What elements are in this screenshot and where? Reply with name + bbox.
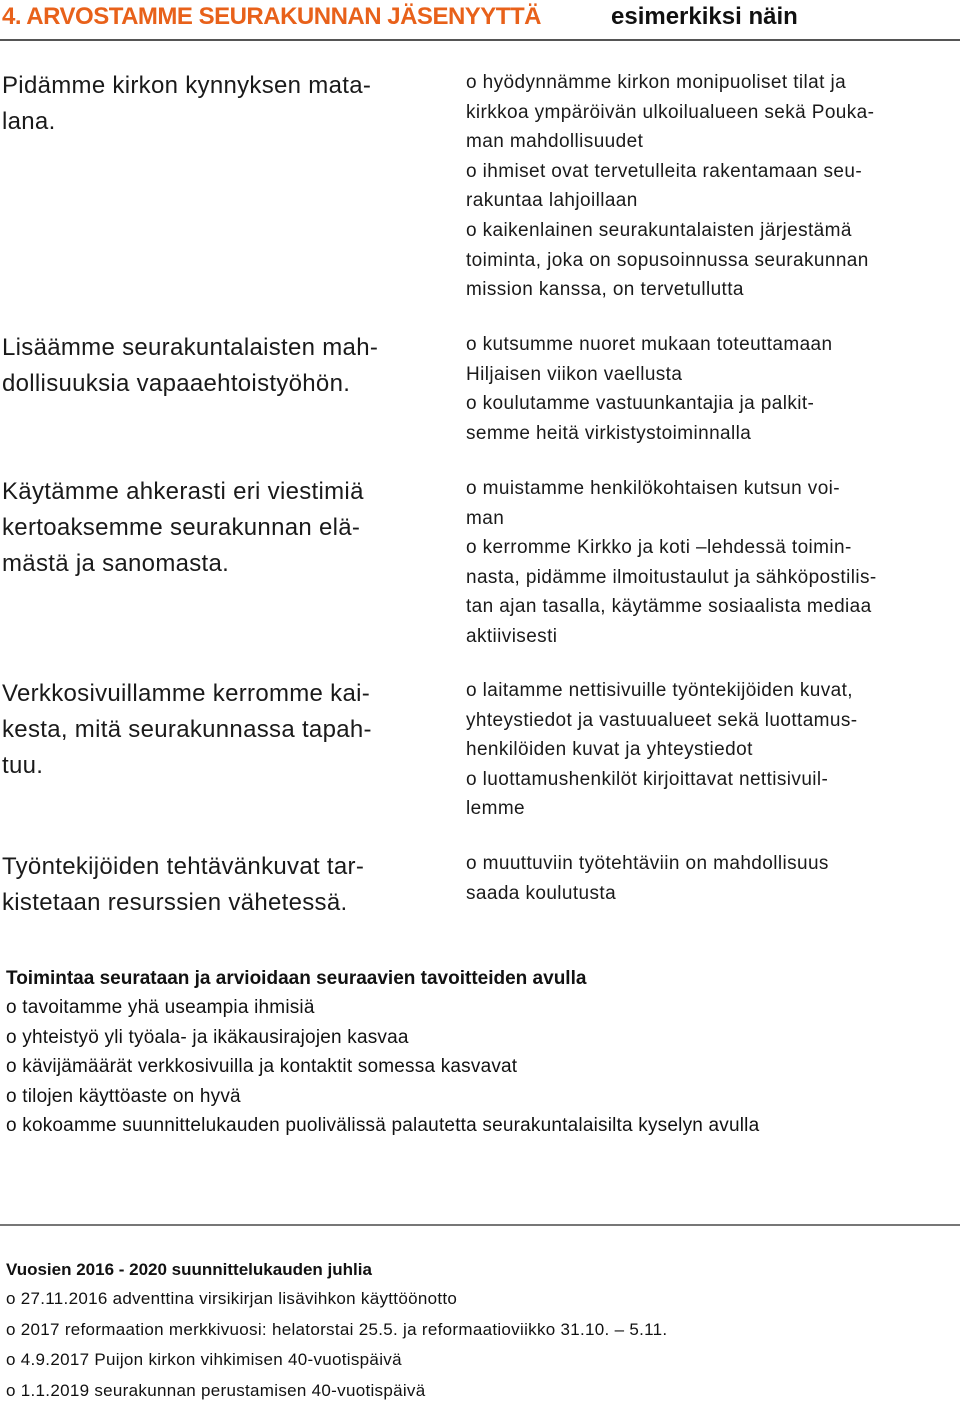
goal-text: Työntekijöiden tehtävänkuvat tar- kistetaan resurssien vähetessä. [2,853,365,916]
celebration-item: o 2017 reformaation merkkivuosi: helatorstai 25.5. ja reformaatioviikko 31.10. – 5.11. [6,1319,668,1339]
action-list: o muistamme henkilökohtaisen kutsun voi- man o kerromme Kirkko ja koti –lehdessä toimin- nasta, pidämme ilmoitustaulut ja sähköpostilis- tan ajan tasalla, käytämme sosiaalista mediaa aktiivisesti [466,478,877,647]
evaluation-item: o kävijämäärät verkkosivuilla ja kontaktit somessa kasvavat [6,1056,518,1078]
header-divider [0,39,960,41]
page-header [0,0,960,40]
section-subtitle: esimerkiksi näin [611,3,798,30]
section-divider [0,1224,960,1226]
evaluation-section [6,965,946,1141]
evaluation-heading: Toimintaa seurataan ja arvioidaan seuraavien tavoitteiden avulla [6,968,587,989]
goal-text: Lisäämme seurakuntalaisten mah- dollisuuksia vapaaehtoistyöhön. [2,334,379,397]
celebration-item: o 4.9.2017 Puijon kirkon vihkimisen 40-vuotispäivä [6,1350,402,1370]
celebrations-section [6,1256,946,1406]
action-list: o kutsumme nuoret mukaan toteuttamaan Hiljaisen viikon vaellusta o koulutamme vastuunkantajia ja palkit- semme heitä virkistystoiminnalla [466,334,833,444]
evaluation-item: o yhteistyö yli työala- ja ikäkausirajojen kasvaa [6,1026,409,1048]
action-list: o laitamme nettisivuille työntekijöiden kuvat, yhteystiedot ja vastuualueet sekä luottamus- henkilöiden kuvat ja yhteystiedot o luottamushenkilöt kirjoittavat nettisivuil- lemme [466,680,858,820]
celebration-item: o 1.1.2019 seurakunnan perustamisen 40-vuotispäivä [6,1380,426,1400]
action-list: o hyödynnämme kirkon monipuoliset tilat ja kirkkoa ympäröivän ulkoilualueen sekä Pouka- man mahdollisuudet o ihmiset ovat tervetulleita rakentamaan seu- rakuntaa lahjoillaan o kaikenlainen seurakuntalaisten järjestämä toiminta, joka on sopusoinnussa seurakunnan mission kanssa, on tervetullutta [466,72,875,301]
evaluation-item: o kokoamme suunnittelukauden puolivälissä palautetta seurakuntalaisilta kyselyn avulla [6,1115,760,1137]
goal-text: Käytämme ahkerasti eri viestimiä kertoaksemme seurakunnan elä- mästä ja sanomasta. [2,478,364,577]
celebration-item: o 27.11.2016 adventtina virsikirjan lisävihkon käyttöönotto [6,1289,458,1308]
goal-text: Pidämme kirkon kynnyksen mata- lana. [2,72,372,135]
celebrations-heading: Vuosien 2016 - 2020 suunnittelukauden juhlia [6,1260,372,1279]
goal-text: Verkkosivuillamme kerromme kai- kesta, mitä seurakunnassa tapah- tuu. [2,680,372,779]
evaluation-item: o tilojen käyttöaste on hyvä [6,1085,241,1107]
action-list: o muuttuviin työtehtäviin on mahdollisuus saada koulutusta [466,853,829,904]
evaluation-item: o tavoitamme yhä useampia ihmisiä [6,997,315,1018]
section-title: 4. ARVOSTAMME SEURAKUNNAN JÄSENYYTTÄ [2,3,541,30]
